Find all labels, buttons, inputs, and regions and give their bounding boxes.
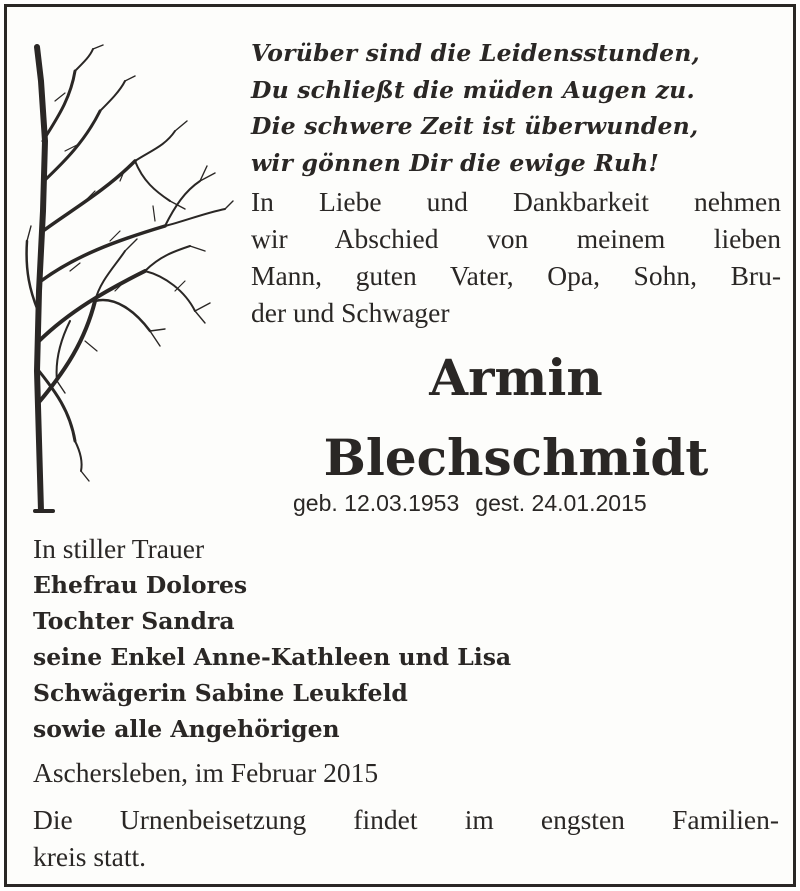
mourner-name: sowie alle Angehörigen bbox=[33, 715, 340, 743]
mourners-heading: In stiller Trauer bbox=[33, 533, 205, 564]
death-date: gest. 24.01.2015 bbox=[475, 490, 647, 516]
birth-date: geb. 12.03.1953 bbox=[293, 490, 460, 516]
intro-line: der und Schwager bbox=[251, 297, 450, 328]
place-and-date: Aschersleben, im Februar 2015 bbox=[33, 757, 379, 788]
burial-notice bbox=[33, 801, 779, 875]
bare-tree-icon bbox=[25, 41, 235, 513]
intro-line: In Liebe und Dankbarkeit nehmen bbox=[251, 186, 781, 217]
intro-text bbox=[251, 183, 781, 331]
deceased-last-name: Blechschmidt bbox=[323, 428, 709, 487]
mourner-name: Ehefrau Dolores bbox=[33, 571, 248, 599]
intro-line: wir Abschied von meinem lieben bbox=[251, 223, 781, 254]
mourner-name: Tochter Sandra bbox=[33, 607, 235, 635]
mourner-name: Schwägerin Sabine Leukfeld bbox=[33, 679, 408, 707]
notice-line: kreis statt. bbox=[33, 841, 147, 872]
life-dates bbox=[293, 487, 647, 519]
deceased-first-name: Armin bbox=[429, 348, 603, 407]
obituary-frame bbox=[4, 4, 796, 887]
poem-line: Du schließt die müden Augen zu. bbox=[251, 75, 695, 104]
mourners-block bbox=[33, 531, 793, 747]
poem-line: wir gönnen Dir die ewige Ruh! bbox=[251, 148, 660, 177]
notice-line: Die Urnenbeisetzung findet im engsten Familien- bbox=[33, 804, 779, 835]
mourner-name: seine Enkel Anne-Kathleen und Lisa bbox=[33, 643, 512, 671]
poem-line: Vorüber sind die Leidensstunden, bbox=[251, 39, 700, 67]
intro-line: Mann, guten Vater, Opa, Sohn, Bru- bbox=[251, 260, 781, 291]
poem-line: Die schwere Zeit ist überwunden, bbox=[251, 112, 699, 140]
poem bbox=[251, 35, 791, 181]
